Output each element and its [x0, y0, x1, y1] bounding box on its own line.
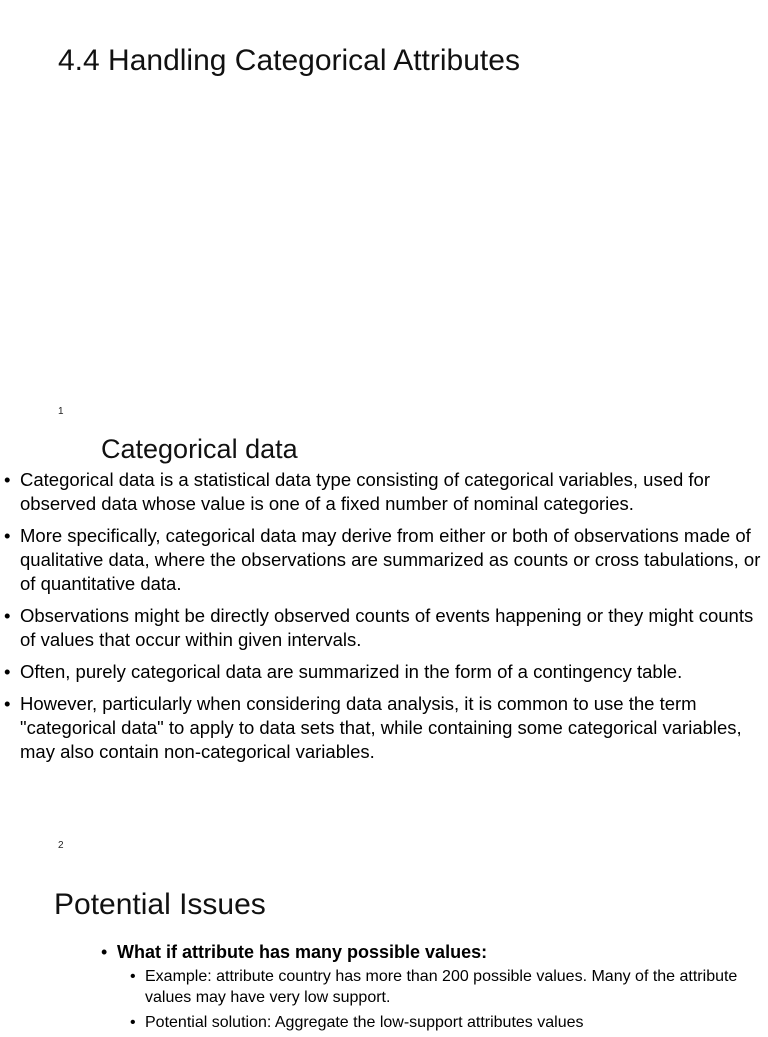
bullet-item: • Observations might be directly observed counts of events happening or they might counts of values that occur within given intervals. — [20, 604, 764, 652]
sub-bullet-item: • Potential solution: Aggregate the low-support attributes values — [145, 1012, 745, 1033]
bullet-item: • Often, purely categorical data are summarized in the form of a contingency table. — [20, 660, 764, 684]
slide-2-page-number: 2 — [58, 840, 64, 851]
slide-3 — [0, 862, 768, 1031]
slide-2-bullet-list — [20, 468, 764, 772]
slide-1-page-number: 1 — [58, 406, 64, 417]
slide-3-bullet-list — [117, 940, 757, 1037]
slide-3-title: Potential Issues — [54, 888, 266, 921]
slide-1 — [0, 0, 768, 430]
slide-1-title: 4.4 Handling Categorical Attributes — [58, 44, 520, 77]
bullet-item: • Categorical data is a statistical data type consisting of categorical variables, used for observed data whose value is one of a fixed number of nominal categories. — [20, 468, 764, 516]
bullet-item: • More specifically, categorical data may derive from either or both of observations made of qualitative data, where the observations are summarized as counts or cross tabulations, or of quantitative data. — [20, 524, 764, 596]
slide-2-title: Categorical data — [101, 434, 298, 464]
slide-2 — [0, 430, 768, 862]
bullet-heading: What if attribute has many possible values: — [117, 942, 488, 962]
sub-bullet-list — [145, 966, 745, 1033]
sub-bullet-item: • Example: attribute country has more than 200 possible values. Many of the attribute values may have very low support. — [145, 966, 745, 1008]
bullet-item — [117, 940, 757, 1033]
bullet-item: • However, particularly when considering data analysis, it is common to use the term "categorical data" to apply to data sets that, while containing some categorical variables, may also contain non-categorical variables. — [20, 692, 764, 764]
